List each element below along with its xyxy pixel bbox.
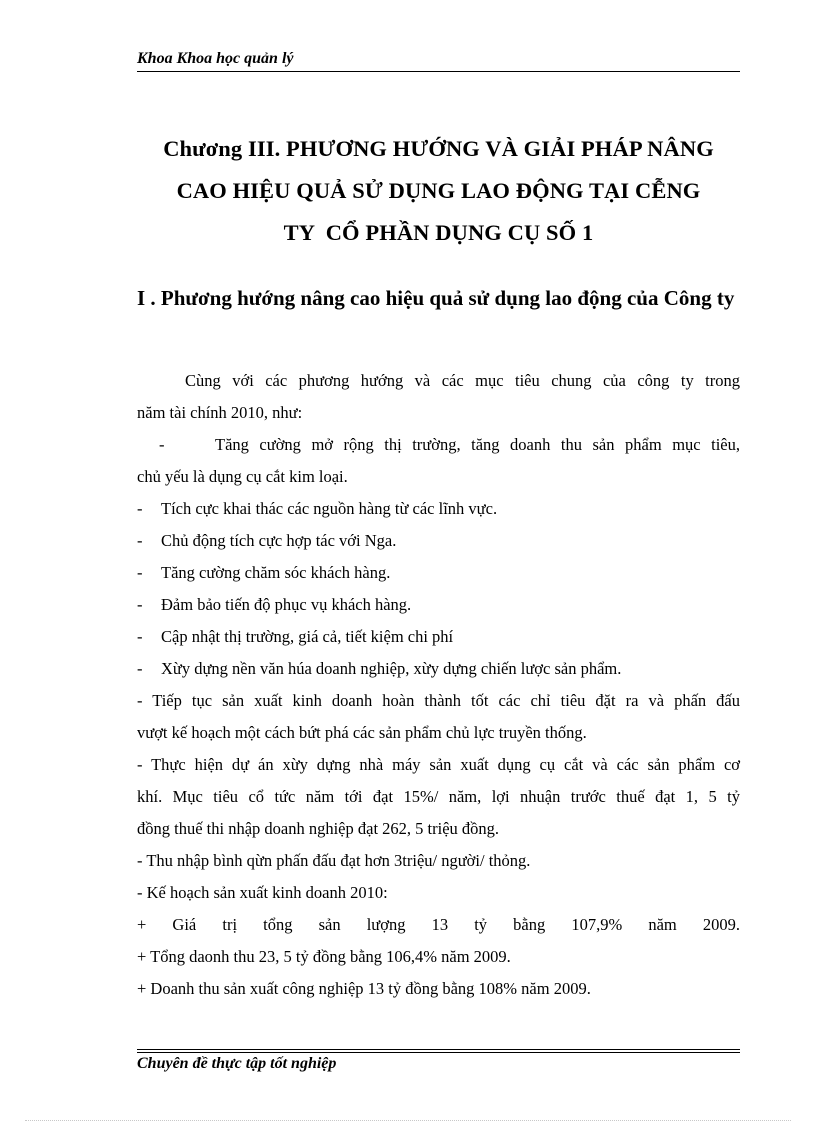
- paragraph-1-line-2: vượt kế hoạch một cách bứt phá các sản phẩm chủ lực truyền thống.: [137, 723, 587, 742]
- bullet-text: Tích cực khai thác các nguồn hàng từ các lĩnh vực.: [161, 499, 498, 518]
- chapter-title-line-3: TY CỔ PHẦN DỤNG CỤ SỐ 1: [283, 220, 594, 245]
- bullet-dash: -: [137, 563, 143, 582]
- plan-heading: - Kế hoạch sản xuất kinh doanh 2010:: [137, 883, 388, 902]
- bullet-text: Chủ động tích cực hợp tác với Nga.: [161, 531, 397, 550]
- bullet-dash: -: [137, 499, 143, 518]
- footer-divider-top: [137, 1049, 740, 1050]
- chapter-title-line-2: CAO HIỆU QUẢ SỬ DỤNG LAO ĐỘNG TẠI CỄNG: [176, 178, 701, 203]
- section-title: I . Phương hướng nâng cao hiệu quả sử dụng lao động của Công ty: [137, 286, 735, 310]
- paragraph-2-line-2: khí. Mục tiêu cổ tức năm tới đạt 15%/ năm, lợi nhuận trước thuế đạt 1, 5 tỷ: [137, 787, 740, 806]
- footer-divider-bottom: [137, 1052, 740, 1053]
- intro-line-1: Cùng với các phương hướng và các mục tiêu chung của công ty trong: [185, 371, 740, 390]
- bullet-dash: -: [137, 627, 143, 646]
- first-item-text: Tăng cường mở rộng thị trường, tăng doanh thu sản phẩm mục tiêu,: [215, 435, 740, 454]
- bullet-item: [137, 653, 740, 685]
- bullet-text: Đảm bảo tiến độ phục vụ khách hàng.: [161, 595, 412, 614]
- bullet-text: Xừy dựng nền văn húa doanh nghiệp, xừy dựng chiến lược sản phẩm.: [161, 659, 622, 678]
- bullet-item: [137, 557, 740, 589]
- bullet-item: [137, 493, 740, 525]
- bullet-dash: -: [137, 531, 143, 550]
- bullet-text: Cập nhật thị trường, giá cả, tiết kiệm chi phí: [161, 627, 454, 646]
- bullet-text: Tăng cường chăm sóc khách hàng.: [161, 563, 391, 582]
- bullet-item: [137, 621, 740, 653]
- chapter-title: [130, 128, 747, 254]
- bullet-dash: -: [137, 595, 143, 614]
- header-divider: [137, 71, 740, 72]
- plan-item: + Tổng daonh thu 23, 5 tỷ đồng bằng 106,4% năm 2009.: [137, 947, 511, 966]
- first-item-line-2: chủ yếu là dụng cụ cắt kim loại.: [137, 467, 348, 486]
- paragraph-2-line-3: đồng thuế thi nhập doanh nghiệp đạt 262, 5 triệu đồng.: [137, 819, 500, 838]
- bullet-dash: -: [159, 435, 165, 454]
- first-item-line-1: [137, 429, 740, 461]
- paragraph-2-line-1: - Thực hiện dự án xừy dựng nhà máy sản xuất dụng cụ cắt và các sản phẩm cơ: [137, 755, 740, 774]
- chapter-title-line-1: Chương III. PHƯƠNG HƯỚNG VÀ GIẢI PHÁP NÂNG: [163, 136, 714, 161]
- income-line: - Thu nhập bình qừn phấn đấu đạt hơn 3triệu/ người/ thỏng.: [137, 851, 531, 870]
- bullet-dash: -: [137, 659, 143, 678]
- page-bottom-dotted-rule: [25, 1120, 791, 1121]
- footer-thesis-label: Chuyên đề thực tập tốt nghiệp: [137, 1055, 337, 1072]
- bullet-item: [137, 589, 740, 621]
- plan-item: + Doanh thu sản xuất công nghiệp 13 tỷ đồng bằng 108% năm 2009.: [137, 979, 591, 998]
- bullet-item: [137, 525, 740, 557]
- header-department: Khoa Khoa học quản lý: [137, 50, 294, 67]
- body-text: [137, 365, 740, 1005]
- paragraph-1-line-1: - Tiếp tục sản xuất kinh doanh hoàn thành tốt các chỉ tiêu đặt ra và phấn đấu: [137, 691, 740, 710]
- plan-item: + Giá trị tổng sản lượng 13 tỷ bằng 107,9% năm 2009.: [137, 915, 740, 934]
- intro-line-2: năm tài chính 2010, như:: [137, 403, 303, 422]
